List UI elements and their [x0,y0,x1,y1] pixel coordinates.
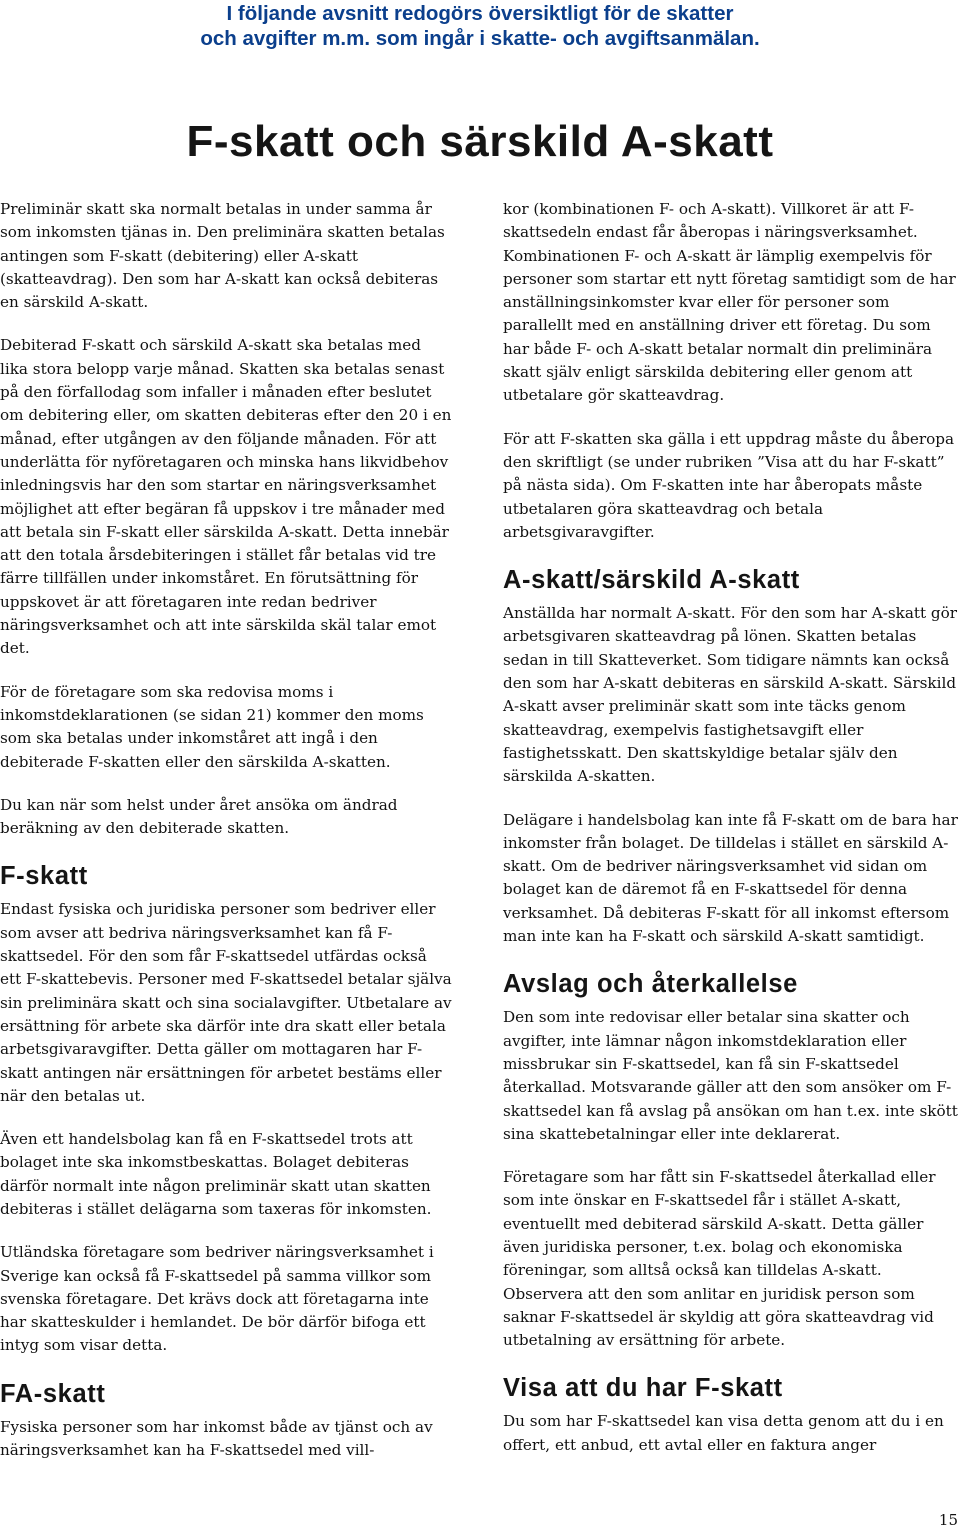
section-heading: F-skatt [0,862,88,891]
intro-line: och avgifter m.m. som ingår i skatte- och avgiftsanmälan. [200,27,760,50]
paragraph: För de företagare som ska redovisa moms i inkomstdeklarationen (se sidan 21) kommer den moms som ska betalas under inkomståret att ingå i den debiterade F-skatten eller den särskilda A-skatten. [0,682,424,771]
section-heading: FA-skatt [0,1379,106,1408]
paragraph: Även ett handelsbolag kan få en F-skattsedel trots att bolaget inte ska inkomstbeskattas. Bolaget debiteras därför normalt inte någon preliminär skatt utan skatten debiteras i stället delägarna som taxeras för inkomsten. [0,1130,432,1218]
paragraph: Företagare som har fått sin F-skattsedel återkallad eller som inte önskar en F-skattsedel får i stället A-skatt, eventuellt med debiterad särskild A-skatt. Detta gäller även juridiska personer, t.ex. bolag och ekonomiska föreningar, som alltså också kan tilldelas A-skatt. Observera att den som anlitar en juridisk person som saknar F-skattsedel är skyldig att göra skatteavdrag vid utbetalning av ersättning för arbete. [503,1168,936,1350]
paragraph: Den som inte redovisar eller betalar sina skatter och avgifter, inte lämnar någon inkomstdeklaration eller missbrukar sin F-skattsedel, kan få sin F-skattsedel återkallad. Motsvarande gäller att den som ansöker om F-skattsedel kan få avslag på ansökan om han t.ex. inte skött sina skattebetalningar eller inte deklarerat. [503,1008,958,1143]
page-title: F-skatt och särskild A-skatt [186,117,774,166]
left-column [0,198,452,1482]
section-heading: A-skatt/särskild A-skatt [503,566,800,595]
paragraph: Du som har F-skattsedel kan visa detta genom att du i en offert, ett anbud, ett avtal eller en faktura anger [503,1412,944,1454]
paragraph: Delägare i handelsbolag kan inte få F-skatt om de bara har inkomster från bolaget. De tilldelas i stället en särskild A-skatt. Om de bedriver näringsverksamhet vid sidan om bolaget kan de däremot få en F-skattsedel för denna verksamhet. Då debiteras F-skatt för all inkomst eftersom man inte kan ha F-skatt och särskild A-skatt samtidigt. [503,810,958,946]
section-heading: Avslag och återkallelse [503,970,798,999]
paragraph: Du kan när som helst under året ansöka om ändrad beräkning av den debiterade skatten. [0,795,398,838]
right-column [503,198,959,1477]
paragraph: För att F-skatten ska gälla i ett uppdrag måste du åberopa den skriftligt (se under rubriken ”Visa att du har F-skatt” på nästa sida). Om F-skatten inte har åberopats måste utbetalaren göra skatteavdrag och betala arbetsgivaravgifter. [503,429,955,541]
paragraph: Anställda har normalt A-skatt. För den som har A-skatt gör arbetsgivaren skatteavdrag på lönen. Skatten betalas sedan in till Skatteverket. Som tidigare nämnts kan också den som har A-skatt debiteras en särskild A-skatt. Särskild A-skatt avser preliminär skatt som inte täcks genom skatteavdrag, exempelvis fastighetsavgift eller fastighetsskatt. Den skattskyldige betalar själv den särskilda A-skatten. [503,604,958,786]
paragraph: Preliminär skatt ska normalt betalas in under samma år som inkomsten tjänas in. Den preliminära skatten betalas antingen som F-skatt (debitering) eller A-skatt (skatteavdrag). Den som har A-skatt kan också debiteras en särskild A-skatt. [0,200,445,312]
paragraph: Debiterad F-skatt och särskild A-skatt ska betalas med lika stora belopp varje månad. Skatten ska betalas senast på den förfallodag som infaller i månaden efter beslutet om debitering eller, om skatten debiteras efter den 20 i en månad, efter utgången av den följande månaden. För att underlätta för nyföretagaren och minska hans likvidbehov inledningsvis har den som startar en näringsverksamhet möjlighet att efter begäran få uppskov i tre månader med att betala sin F-skatt eller särskilda A-skatt. Detta innebär att den totala årsdebiteringen i stället får betalas vid tre färre tillfällen under inkomståret. En förutsättning för uppskovet är att företagaren inte redan bedriver näringsverksamhet och att inte särskilda skäl talar emot det. [0,336,452,658]
paragraph: Utländska företagare som bedriver näringsverksamhet i Sverige kan också få F-skattsedel på samma villkor som svenska företagare. Det krävs dock att företagarna inte har skatteskulder i hemlandet. De bör därför bifoga ett intyg som visar detta. [0,1243,434,1355]
paragraph: Fysiska personer som har inkomst både av tjänst och av näringsverksamhet kan ha F-skattsedel med vill- [0,1417,433,1460]
intro-line: I följande avsnitt redogörs översiktligt för de skatter [226,2,734,25]
paragraph: Endast fysiska och juridiska personer som bedriver eller som avser att bedriva näringsverksamhet kan få F-skattsedel. För den som får F-skattsedel utfärdas också ett F-skattebevis. Personer med F-skattsedel betalar själva sin preliminära skatt och sina socialavgifter. Utbetalare av ersättning för arbete ska därför inte dra skatt eller betala arbetsgivaravgifter. Detta gäller om mottagaren har F-skatt antingen när ersättningen för arbetet bestäms eller när den betalas ut. [0,900,452,1105]
paragraph: kor (kombinationen F- och A-skatt). Villkoret är att F-skattsedeln endast får åberopas i näringsverksamhet. Kombinationen F- och A-skatt är lämplig exempelvis för personer som startar ett nytt företag samtidigt som de har anställningsinkomster kvar eller för personer som parallellt med en anställning driver ett företag. Du som har både F- och A-skatt betalar normalt din preliminära skatt själv enligt särskilda debitering eller genom att utbetalare gör skatteavdrag. [503,200,956,405]
page-number: 15 [938,1511,958,1529]
section-heading: Visa att du har F-skatt [503,1374,783,1403]
intro-text [0,0,960,51]
